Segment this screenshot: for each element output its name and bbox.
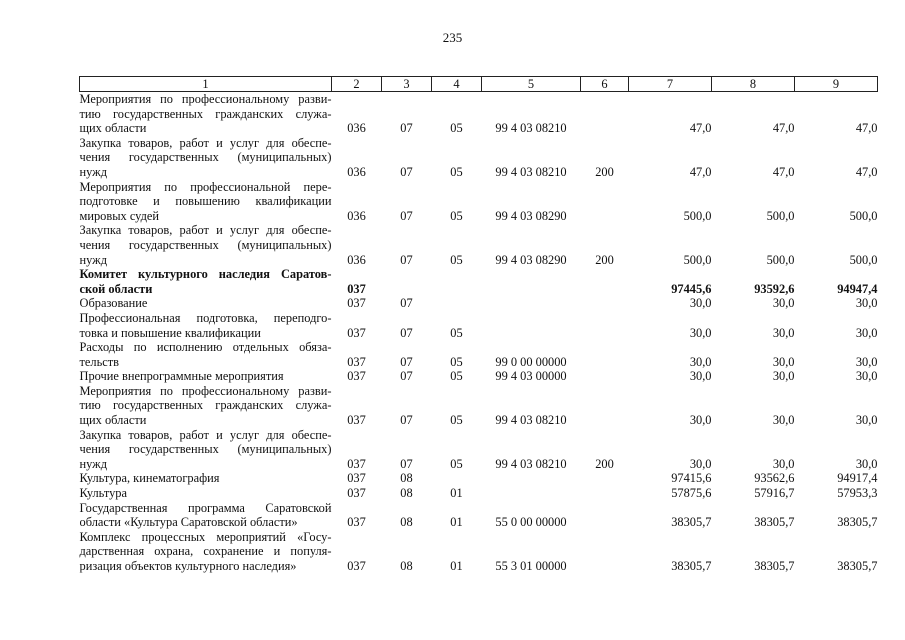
row-value-7: 30,0: [689, 296, 712, 311]
row-value-7: 38305,7: [671, 515, 712, 530]
table-row: [80, 530, 878, 574]
row-code: 037: [347, 296, 366, 311]
row-name: [80, 486, 332, 501]
row-value-8: 38305,7: [754, 515, 795, 530]
row-value-9: 30,0: [855, 296, 878, 311]
row-code: 037: [347, 369, 366, 384]
row-expense-type: [581, 501, 629, 530]
row-subsection: 05: [450, 325, 463, 340]
row-name-line: мировых судей: [79, 208, 160, 223]
table-row: [80, 92, 878, 136]
row-name: [80, 180, 332, 224]
row-target-code: 55 0 00 00000: [495, 515, 567, 530]
row-name: [80, 369, 332, 384]
row-value-9: 94947,4: [837, 281, 878, 296]
row-target-code: [482, 267, 581, 296]
row-expense-type: 200: [595, 164, 614, 179]
row-expense-type: [581, 340, 629, 369]
row-section: 07: [400, 325, 413, 340]
row-value-9: 47,0: [855, 164, 878, 179]
row-value-7: 500,0: [683, 208, 712, 223]
row-subsection: [432, 471, 482, 486]
row-name: [80, 311, 332, 340]
row-code: 037: [347, 515, 366, 530]
row-code: 037: [347, 486, 366, 501]
row-value-7: 30,0: [689, 369, 712, 384]
row-value-9: 47,0: [855, 121, 878, 136]
row-name-line: Комитет культурного наследия Саратов-: [79, 267, 332, 282]
table-row: [80, 223, 878, 267]
row-value-8: 57916,7: [754, 486, 795, 501]
row-value-7: 30,0: [689, 413, 712, 428]
row-value-7: 38305,7: [671, 559, 712, 573]
row-name-line: Профессиональная подготовка, переподго-: [79, 310, 332, 325]
row-target-code: 99 4 03 08210: [495, 121, 567, 136]
row-name-line: товка и повышение квалификации: [79, 325, 261, 340]
header-row: [80, 77, 878, 92]
table-row: [80, 267, 878, 296]
row-name-line: тию государственных гражданских служа-: [79, 398, 332, 413]
row-name-line: Мероприятия по профессиональному разви-: [79, 383, 332, 398]
row-value-8: 30,0: [772, 413, 795, 428]
row-expense-type: [581, 296, 629, 311]
row-code: 036: [347, 252, 366, 267]
row-name-line: чения государственных (муниципальных): [79, 442, 332, 457]
table-row: [80, 296, 878, 311]
row-value-7: 47,0: [689, 121, 712, 136]
row-section: [382, 267, 432, 296]
row-name-line: области «Культура Саратовской области»: [79, 515, 298, 530]
row-name: [80, 136, 332, 180]
header-cell: 7: [629, 77, 712, 92]
table-row: [80, 428, 878, 472]
row-target-code: 99 4 03 08210: [495, 413, 567, 428]
row-value-8: 30,0: [772, 325, 795, 340]
row-name-line: чения государственных (муниципальных): [79, 237, 332, 252]
row-value-9: 30,0: [855, 456, 878, 471]
row-name: [80, 92, 332, 136]
table-row: [80, 486, 878, 501]
row-target-code: [482, 296, 581, 311]
row-target-code: 55 3 01 00000: [495, 559, 567, 573]
row-value-9: 30,0: [855, 325, 878, 340]
row-target-code: [482, 486, 581, 501]
row-value-7: 97445,6: [671, 281, 712, 296]
row-value-9: 38305,7: [837, 515, 878, 530]
row-value-9: 38305,7: [837, 559, 878, 573]
row-name: [80, 296, 332, 311]
row-value-9: 57953,3: [837, 486, 878, 501]
header-cell: 8: [712, 77, 795, 92]
row-name-line: Мероприятия по профессиональному разви-: [79, 92, 332, 106]
row-name-line: Государственная программа Саратовской: [79, 500, 332, 515]
row-value-9: 500,0: [849, 252, 878, 267]
row-code: 037: [347, 354, 366, 369]
row-section: 07: [400, 208, 413, 223]
table-row: [80, 340, 878, 369]
row-name-line: Комплекс процессных мероприятий «Госу-: [79, 529, 332, 544]
row-value-7: 500,0: [683, 252, 712, 267]
header-cell: 4: [432, 77, 482, 92]
row-name: [80, 340, 332, 369]
row-name-line: Закупка товаров, работ и услуг для обеспе-: [79, 223, 332, 238]
row-name-line: тию государственных гражданских служа-: [79, 106, 332, 121]
row-name-line: Мероприятия по профессиональной пере-: [79, 179, 332, 194]
row-target-code: [482, 471, 581, 486]
row-value-8: 30,0: [772, 296, 795, 311]
row-subsection: 05: [450, 369, 463, 384]
row-expense-type: [581, 486, 629, 501]
table-row: [80, 501, 878, 530]
header-cell: 1: [80, 77, 332, 92]
row-name-line: Культура: [79, 486, 127, 501]
row-code: 037: [347, 413, 366, 428]
row-code: 037: [347, 471, 366, 486]
row-subsection: 05: [450, 413, 463, 428]
row-value-9: 94917,4: [837, 471, 878, 486]
row-subsection: 05: [450, 164, 463, 179]
row-code: 037: [347, 325, 366, 340]
row-expense-type: 200: [595, 252, 614, 267]
row-value-8: 30,0: [772, 354, 795, 369]
row-name-line: Прочие внепрограммные мероприятия: [79, 369, 284, 384]
table-row: [80, 311, 878, 340]
row-subsection: 05: [450, 456, 463, 471]
row-name-line: нужд: [79, 456, 108, 471]
row-value-8: 93592,6: [754, 281, 795, 296]
row-section: 07: [400, 413, 413, 428]
row-value-8: 500,0: [766, 208, 795, 223]
row-value-9: 30,0: [855, 413, 878, 428]
row-value-7: 57875,6: [671, 486, 712, 501]
row-name: [80, 223, 332, 267]
row-section: 07: [400, 354, 413, 369]
row-name-line: чения государственных (муниципальных): [79, 150, 332, 165]
row-subsection: [432, 267, 482, 296]
row-name: [80, 471, 332, 486]
row-value-8: 30,0: [772, 369, 795, 384]
row-expense-type: [581, 471, 629, 486]
row-value-9: 30,0: [855, 369, 878, 384]
header-cell: 2: [332, 77, 382, 92]
table-row: [80, 384, 878, 428]
table-body: [80, 92, 878, 574]
row-target-code: [482, 311, 581, 340]
row-value-7: 47,0: [689, 164, 712, 179]
table-row: [80, 369, 878, 384]
row-name: [80, 501, 332, 530]
header-cell: 3: [382, 77, 432, 92]
budget-table: [79, 76, 878, 574]
row-subsection: 05: [450, 354, 463, 369]
row-name: [80, 530, 332, 574]
header-cell: 6: [581, 77, 629, 92]
row-expense-type: [581, 384, 629, 428]
row-value-8: 93562,6: [754, 471, 795, 486]
row-expense-type: [581, 530, 629, 574]
row-expense-type: [581, 180, 629, 224]
row-name-line: подготовке и повышению квалификации: [79, 194, 332, 209]
row-subsection: 05: [450, 208, 463, 223]
row-name-line: Образование: [79, 296, 148, 311]
row-name: [80, 267, 332, 296]
row-subsection: 01: [450, 515, 463, 530]
table-row: [80, 180, 878, 224]
row-section: 07: [400, 369, 413, 384]
row-expense-type: [581, 369, 629, 384]
row-subsection: 01: [450, 559, 463, 573]
row-code: 037: [347, 559, 366, 573]
row-value-8: 30,0: [772, 456, 795, 471]
row-section: 07: [400, 252, 413, 267]
row-name: [80, 384, 332, 428]
row-value-7: 30,0: [689, 325, 712, 340]
row-value-7: 30,0: [689, 456, 712, 471]
row-expense-type: [581, 267, 629, 296]
table-row: [80, 471, 878, 486]
row-section: 08: [400, 515, 413, 530]
row-target-code: 99 4 03 08210: [495, 456, 567, 471]
row-section: 08: [400, 559, 413, 573]
row-name: [80, 428, 332, 472]
row-subsection: 05: [450, 121, 463, 136]
row-subsection: 01: [450, 486, 463, 501]
header-cell: 5: [482, 77, 581, 92]
row-name-line: Культура, кинематография: [79, 471, 220, 486]
row-code: 036: [347, 121, 366, 136]
row-target-code: 99 4 03 08290: [495, 252, 567, 267]
row-value-7: 97415,6: [671, 471, 712, 486]
row-section: 07: [400, 164, 413, 179]
row-subsection: [432, 296, 482, 311]
row-target-code: 99 4 03 08210: [495, 164, 567, 179]
row-code: 037: [347, 456, 366, 471]
row-section: 07: [400, 121, 413, 136]
row-name-line: ризация объектов культурного наследия»: [79, 559, 297, 573]
row-name-line: тельств: [79, 354, 120, 369]
row-section: 08: [400, 471, 413, 486]
row-name-line: дарственная охрана, сохранение и популя-: [79, 544, 332, 559]
row-name-line: нужд: [79, 164, 108, 179]
row-expense-type: [581, 92, 629, 136]
row-name-line: ской области: [79, 281, 153, 296]
row-name-line: щих области: [79, 413, 147, 428]
header-cell: 9: [795, 77, 878, 92]
row-code: 036: [347, 164, 366, 179]
row-name-line: нужд: [79, 252, 108, 267]
row-expense-type: [581, 311, 629, 340]
row-section: 07: [400, 456, 413, 471]
row-name-line: Закупка товаров, работ и услуг для обеспе-: [79, 427, 332, 442]
row-section: 07: [400, 296, 413, 311]
row-value-8: 38305,7: [754, 559, 795, 573]
row-name-line: Расходы по исполнению отдельных обяза-: [79, 340, 332, 355]
row-code: 037: [347, 281, 366, 296]
table-row: [80, 136, 878, 180]
row-section: 08: [400, 486, 413, 501]
row-expense-type: 200: [595, 456, 614, 471]
row-target-code: 99 4 03 08290: [495, 208, 567, 223]
row-value-8: 500,0: [766, 252, 795, 267]
row-target-code: 99 0 00 00000: [495, 354, 567, 369]
page-number: 235: [442, 30, 463, 45]
row-value-8: 47,0: [772, 164, 795, 179]
row-value-9: 500,0: [849, 208, 878, 223]
row-target-code: 99 4 03 00000: [495, 369, 567, 384]
row-code: 036: [347, 208, 366, 223]
row-name-line: щих области: [79, 121, 147, 136]
row-name-line: Закупка товаров, работ и услуг для обеспе-: [79, 135, 332, 150]
row-subsection: 05: [450, 252, 463, 267]
row-value-8: 47,0: [772, 121, 795, 136]
row-value-7: 30,0: [689, 354, 712, 369]
row-value-9: 30,0: [855, 354, 878, 369]
